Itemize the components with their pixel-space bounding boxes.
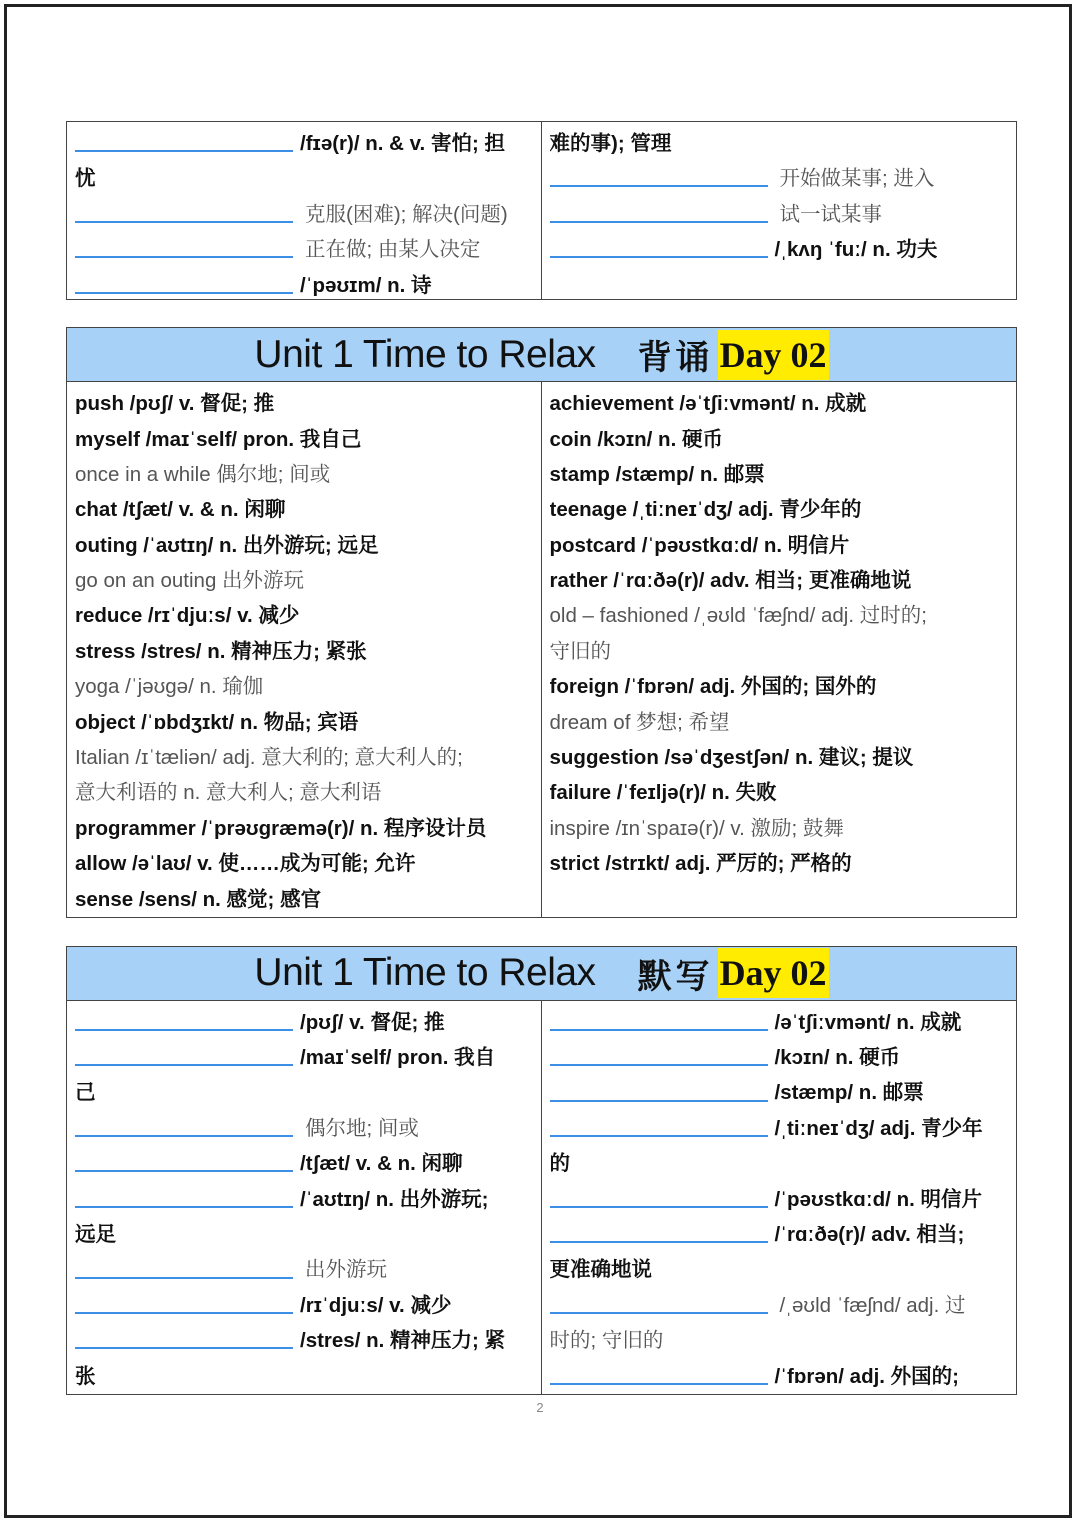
vocab-text: /fɪə(r)/ n. & v. 害怕; 担 [300,132,505,155]
vocab-text: /ˌkʌŋ ˈfuː/ n. 功夫 [774,238,938,262]
vocab-line [75,161,533,196]
vocab-text: Italian /ɪˈtæliən/ adj. 意大利的; 意大利人的; [75,746,463,770]
vocab-text: postcard /ˈpəʊstkɑːd/ n. 明信片 [549,533,850,557]
vocab-line [75,386,533,421]
vocab-text: /stres/ n. 精神压力; 紧 [300,1329,506,1353]
vocab-line [550,386,1009,421]
dictation-line [550,1111,1009,1146]
vocab-text: failure /ˈfeɪljə(r)/ n. 失败 [549,781,777,805]
dictation-line [75,126,533,161]
dictation-line [75,1252,533,1287]
answer-blank[interactable] [75,1169,293,1172]
dictation-line [550,1288,1009,1323]
vocab-text: chat /tʃæt/ v. & n. 闲聊 [75,498,286,522]
vocab-text: achievement /əˈtʃiːvmənt/ n. 成就 [549,392,867,416]
vocab-line [550,563,1009,598]
top-dictation-box [66,121,1017,300]
vocab-text: allow /əˈlaʊ/ v. 使……成为可能; 允许 [75,852,416,876]
answer-blank[interactable] [75,1346,293,1349]
answer-blank[interactable] [550,1063,768,1066]
vocab-line [550,1252,1009,1287]
answer-blank[interactable] [75,1028,293,1031]
dictation-line [75,1040,533,1075]
answer-blank[interactable] [550,1205,768,1208]
vocab-text: 远足 [75,1223,116,1247]
vocab-text: /ˌəʊld ˈfæʃnd/ adj. 过 [779,1293,966,1317]
vocab-line [75,882,533,917]
vocab-text: /rɪˈdjuːs/ v. 减少 [300,1293,452,1317]
vocab-line [550,1146,1009,1181]
vocab-text: /ˈrɑːðə(r)/ adv. 相当; [774,1223,965,1247]
vocab-text: 开始做某事; 进入 [779,167,935,191]
vocab-text: /ˈaʊtɪŋ/ n. 出外游玩; [300,1187,489,1211]
vocab-text: foreign /ˈfɒrən/ adj. 外国的; 国外的 [549,675,877,699]
vocab-line [75,846,533,881]
mode-label: 默写 [637,956,714,997]
vocab-line [75,1217,533,1252]
vocab-line [75,563,533,598]
vocab-text: 偶尔地; 间或 [305,1116,419,1140]
vocab-text: /pʊʃ/ v. 督促; 推 [300,1010,445,1034]
top-right-column [542,122,1017,299]
vocab-text: sense /sens/ n. 感觉; 感官 [75,887,322,911]
dictation-line [550,1359,1009,1394]
dictation-line [550,232,1009,267]
vocab-text: /ˈfɒrən/ adj. 外国的; [774,1364,959,1388]
answer-blank[interactable] [75,1276,293,1279]
vocab-line [75,1075,533,1110]
answer-blank[interactable] [75,1311,293,1314]
vocab-text: programmer /ˈprəʊgræmə(r)/ n. 程序设计员 [75,816,487,840]
vocab-line [75,598,533,633]
unit-title: Unit 1 Time to Relax [254,332,596,376]
dictation-line [75,197,533,232]
recite-left-column [67,382,542,917]
vocab-text: /ˈpəʊstkɑːd/ n. 明信片 [774,1187,982,1211]
answer-blank[interactable] [75,255,293,258]
vocab-line [75,634,533,669]
vocab-text: 更准确地说 [549,1258,652,1282]
vocab-text: suggestion /səˈdʒestʃən/ n. 建议; 提议 [549,746,914,770]
answer-blank[interactable] [550,184,768,187]
vocab-line [75,705,533,740]
vocab-text: 张 [75,1364,96,1388]
vocab-line [75,528,533,563]
vocab-text: old – fashioned /ˌəʊld ˈfæʃnd/ adj. 过时的; [549,604,927,628]
dictation-line [550,1182,1009,1217]
vocab-line [550,846,1009,881]
vocab-line [75,1359,533,1394]
vocab-line [550,1323,1009,1358]
answer-blank[interactable] [75,1063,293,1066]
day-badge: Day 02 [718,948,829,998]
recite-right-column [542,382,1017,917]
dictation-line [550,1217,1009,1252]
vocab-text: 试一试某事 [779,202,882,226]
vocab-text: 的 [549,1152,570,1176]
dictation-line [75,268,533,303]
dictation-line [550,1075,1009,1110]
unit-title: Unit 1 Time to Relax [254,951,596,995]
vocab-line [75,740,533,775]
vocab-line [550,528,1009,563]
vocab-text: yoga /ˈjəʊgə/ n. 瑜伽 [75,675,264,699]
vocab-text: once in a while 偶尔地; 间或 [75,462,331,486]
answer-blank[interactable] [550,255,768,258]
vocab-line [75,775,533,810]
vocab-line [550,669,1009,704]
vocab-text: stamp /stæmp/ n. 邮票 [549,462,765,486]
answer-blank[interactable] [75,149,293,152]
vocab-line [550,775,1009,810]
vocab-text: /maɪˈself/ pron. 我自 [300,1046,496,1070]
dictation-line [75,1111,533,1146]
vocab-line [550,740,1009,775]
vocab-line [75,422,533,457]
vocab-line [75,669,533,704]
dictation-line [550,1040,1009,1075]
day-badge: Day 02 [718,330,829,380]
page-number: 2 [536,1400,544,1415]
answer-blank[interactable] [75,1205,293,1208]
top-left-column [67,122,542,299]
vocab-line [550,811,1009,846]
vocab-text: /əˈtʃiːvmənt/ n. 成就 [774,1010,962,1034]
answer-blank[interactable] [550,220,768,223]
dictation-line [75,1182,533,1217]
vocab-line [75,492,533,527]
vocab-text: object /ˈɒbdʒɪkt/ n. 物品; 宾语 [75,710,359,734]
answer-blank[interactable] [75,291,293,294]
dictation-line [75,1005,533,1040]
vocab-text: /stæmp/ n. 邮票 [774,1081,924,1105]
vocab-text: 时的; 守旧的 [549,1329,664,1353]
dictation-line [550,161,1009,196]
vocab-text: 正在做; 由某人决定 [305,238,481,262]
vocab-line [75,457,533,492]
vocab-line [550,634,1009,669]
vocab-text: /ˈpəʊɪm/ n. 诗 [300,273,432,297]
vocab-line [550,457,1009,492]
vocab-line [550,422,1009,457]
vocab-text: /ˌtiːneɪˈdʒ/ adj. 青少年 [774,1116,983,1140]
vocab-text: strict /strɪkt/ adj. 严厉的; 严格的 [549,852,852,876]
vocab-text: 意大利语的 n. 意大利人; 意大利语 [75,781,382,805]
vocab-text: 出外游玩 [305,1258,387,1282]
dictation-box [66,946,1017,1395]
answer-blank[interactable] [550,1134,768,1137]
recite-box [66,327,1017,918]
vocab-text: push /pʊʃ/ v. 督促; 推 [75,392,275,416]
vocab-text: inspire /ɪnˈspaɪə(r)/ v. 激励; 鼓舞 [549,816,844,840]
dictation-left-column [67,1001,542,1394]
vocab-line [550,492,1009,527]
dictation-header [67,947,1016,1001]
vocab-line [550,598,1009,633]
answer-blank[interactable] [75,1134,293,1137]
dictation-line [550,1005,1009,1040]
vocab-line [75,811,533,846]
vocab-text: 己 [75,1081,96,1105]
dictation-line [550,197,1009,232]
vocab-text: myself /maɪˈself/ pron. 我自己 [75,427,362,451]
vocab-text: /kɔɪn/ n. 硬币 [774,1046,901,1070]
vocab-text: 守旧的 [549,639,611,663]
vocab-text: outing /ˈaʊtɪŋ/ n. 出外游玩; 远足 [75,533,379,557]
vocab-text: coin /kɔɪn/ n. 硬币 [549,427,723,451]
answer-blank[interactable] [550,1240,768,1243]
vocab-text: 克服(困难); 解决(问题) [305,202,508,226]
dictation-right-column [542,1001,1017,1394]
answer-blank[interactable] [550,1028,768,1031]
answer-blank[interactable] [75,220,293,223]
vocab-text: /tʃæt/ v. & n. 闲聊 [300,1152,463,1176]
vocab-text: dream of 梦想; 希望 [549,710,730,734]
vocab-text: stress /stres/ n. 精神压力; 紧张 [75,639,367,663]
vocab-text: reduce /rɪˈdjuːs/ v. 减少 [75,604,300,628]
dictation-line [75,232,533,267]
dictation-line [75,1323,533,1358]
vocab-text: 忧 [75,167,96,191]
answer-blank[interactable] [550,1099,768,1102]
vocab-line [550,705,1009,740]
vocab-text: go on an outing 出外游玩 [75,569,305,593]
recite-header [67,328,1016,382]
vocab-text: teenage /ˌtiːneɪˈdʒ/ adj. 青少年的 [549,498,862,522]
answer-blank[interactable] [550,1311,768,1314]
dictation-line [75,1146,533,1181]
mode-label: 背诵 [637,338,714,379]
vocab-text: 难的事); 管理 [549,132,672,155]
vocab-text: rather /ˈrɑːðə(r)/ adv. 相当; 更准确地说 [549,569,912,593]
answer-blank[interactable] [550,1382,768,1385]
dictation-line [75,1288,533,1323]
vocab-line [550,126,1009,161]
